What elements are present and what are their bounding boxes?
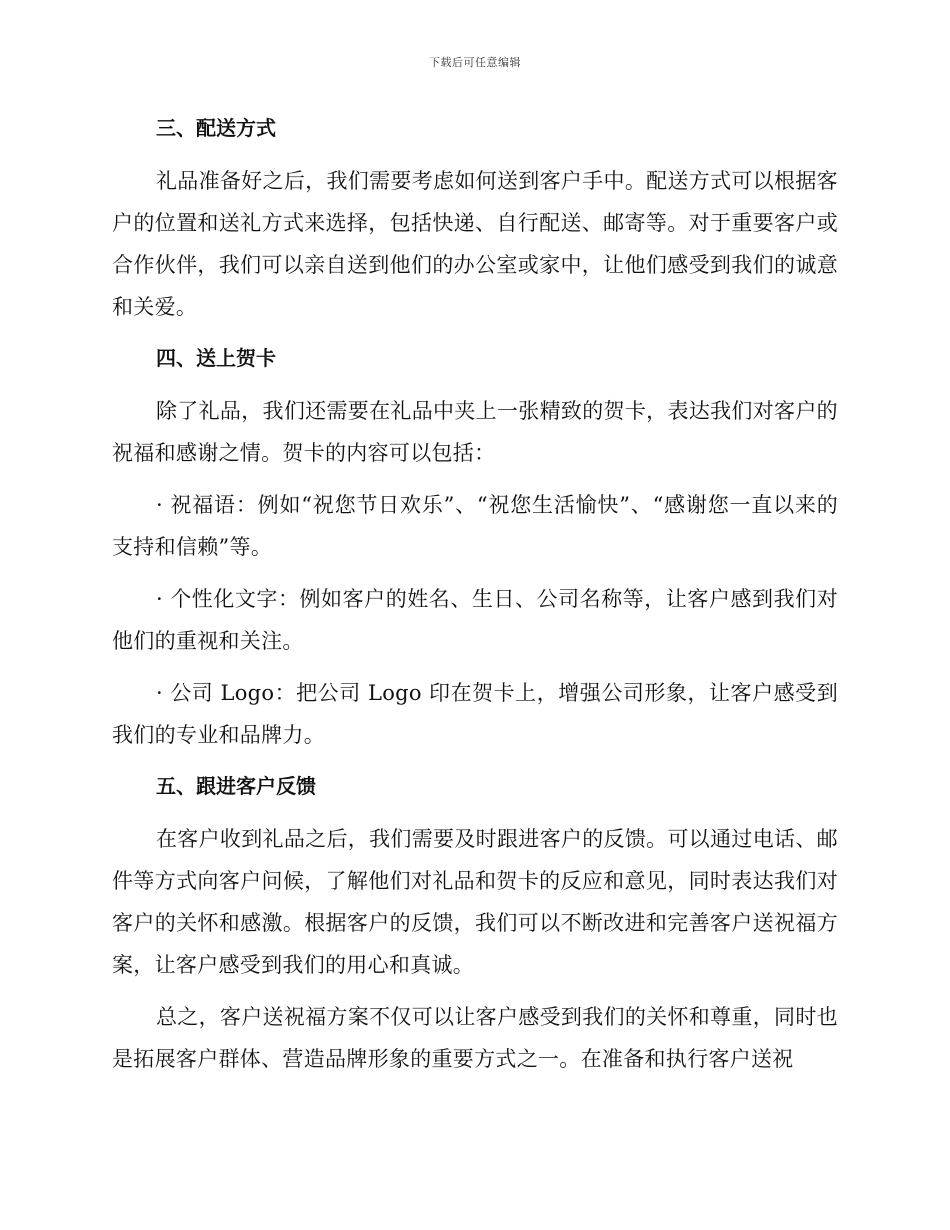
- section-heading-delivery: 三、配送方式: [156, 116, 276, 140]
- section-heading-greeting-card: 四、送上贺卡: [156, 346, 276, 370]
- section-heading-feedback: 五、跟进客户反馈: [156, 774, 316, 798]
- list-item: · 个性化文字：例如客户的姓名、生日、公司名称等，让客户感到我们对他们的重视和关注。: [112, 587, 838, 653]
- page-header: 下载后可任意编辑: [429, 56, 521, 69]
- paragraph: 礼品准备好之后，我们需要考虑如何送到客户手中。配送方式可以根据客户的位置和送礼方式来选择，包括快递、自行配送、邮寄等。对于重要客户或合作伙伴，我们可以亲自送到他们的办公室或家中，让他们感受到我们的诚意和关爱。: [112, 169, 838, 319]
- list-item: · 公司 Logo：把公司 Logo 印在贺卡上，增强公司形象，让客户感受到我们的专业和品牌力。: [112, 681, 838, 747]
- paragraph: 除了礼品，我们还需要在礼品中夹上一张精致的贺卡，表达我们对客户的祝福和感谢之情。贺卡的内容可以包括：: [112, 399, 838, 465]
- paragraph: 总之，客户送祝福方案不仅可以让客户感受到我们的关怀和尊重，同时也是拓展客户群体、营造品牌形象的重要方式之一。在准备和执行客户送祝: [112, 1005, 838, 1071]
- list-item: · 祝福语：例如“祝您节日欢乐”、“祝您生活愉快”、“感谢您一直以来的支持和信赖”等。: [112, 493, 838, 559]
- document-body: [112, 108, 838, 1080]
- paragraph: 在客户收到礼品之后，我们需要及时跟进客户的反馈。可以通过电话、邮件等方式向客户问候，了解他们对礼品和贺卡的反应和意见，同时表达我们对客户的关怀和感激。根据客户的反馈，我们可以不断改进和完善客户送祝福方案，让客户感受到我们的用心和真诚。: [112, 827, 838, 977]
